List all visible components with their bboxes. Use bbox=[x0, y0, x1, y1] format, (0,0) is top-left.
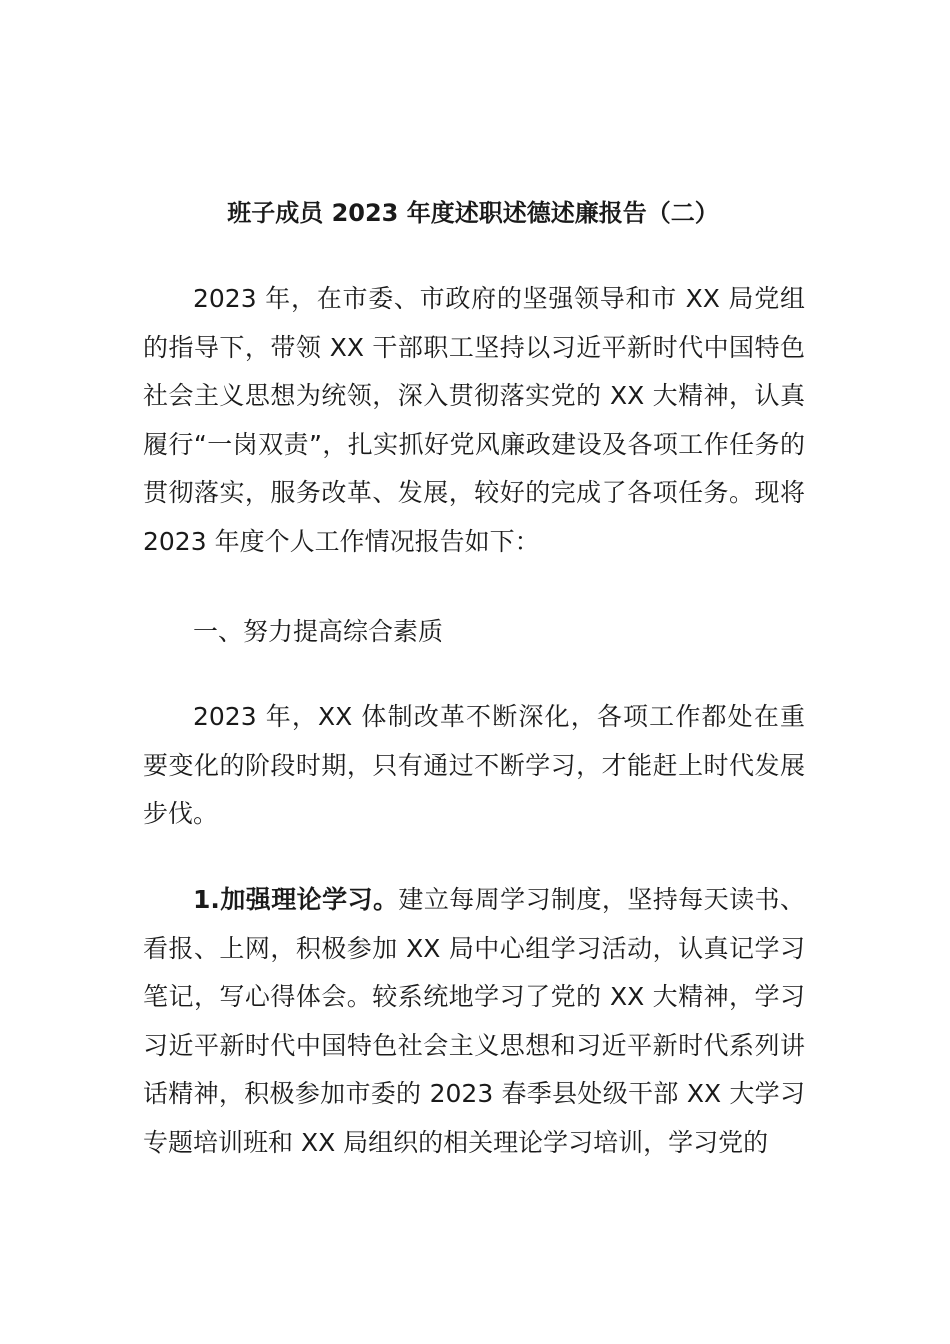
item-lead-text: 1.加强理论学习。 bbox=[193, 885, 399, 914]
section-body-paragraph: 2023 年，XX 体制改革不断深化，各项工作都处在重要变化的阶段时期，只有通过不断学习，才能赶上时代发展步伐。 bbox=[143, 702, 805, 828]
section-heading: 一、努力提高综合素质 bbox=[193, 617, 444, 646]
document-title: 班子成员 2023 年度述职述德述廉报告（二） bbox=[227, 199, 719, 227]
intro-paragraph: 2023 年，在市委、市政府的坚强领导和市 XX 局党组的指导下，带领 XX 干部职工坚持以习近平新时代中国特色社会主义思想为统领，深入贯彻落实党的 XX 大精神，认真履行“一岗双责”，扎实抓好党风廉政建设及各项工作任务的贯彻落实，服务改革、发展，较好的完成了各项任务。现将 2023 年度个人工作情况报告如下： bbox=[143, 284, 805, 556]
item-body-text: 建立每周学习制度，坚持每天读书、看报、上网，积极参加 XX 局中心组学习活动，认真记学习笔记，写心得体会。较系统地学习了党的 XX 大精神，学习习近平新时代中国特色社会主义思想和习近平新时代系列讲话精神，积极参加市委的 2023 春季县处级干部 XX 大学习专题培训班和 XX 局组织的相关理论学习培训，学习党的 bbox=[143, 885, 805, 1157]
item-paragraph bbox=[143, 876, 805, 1167]
